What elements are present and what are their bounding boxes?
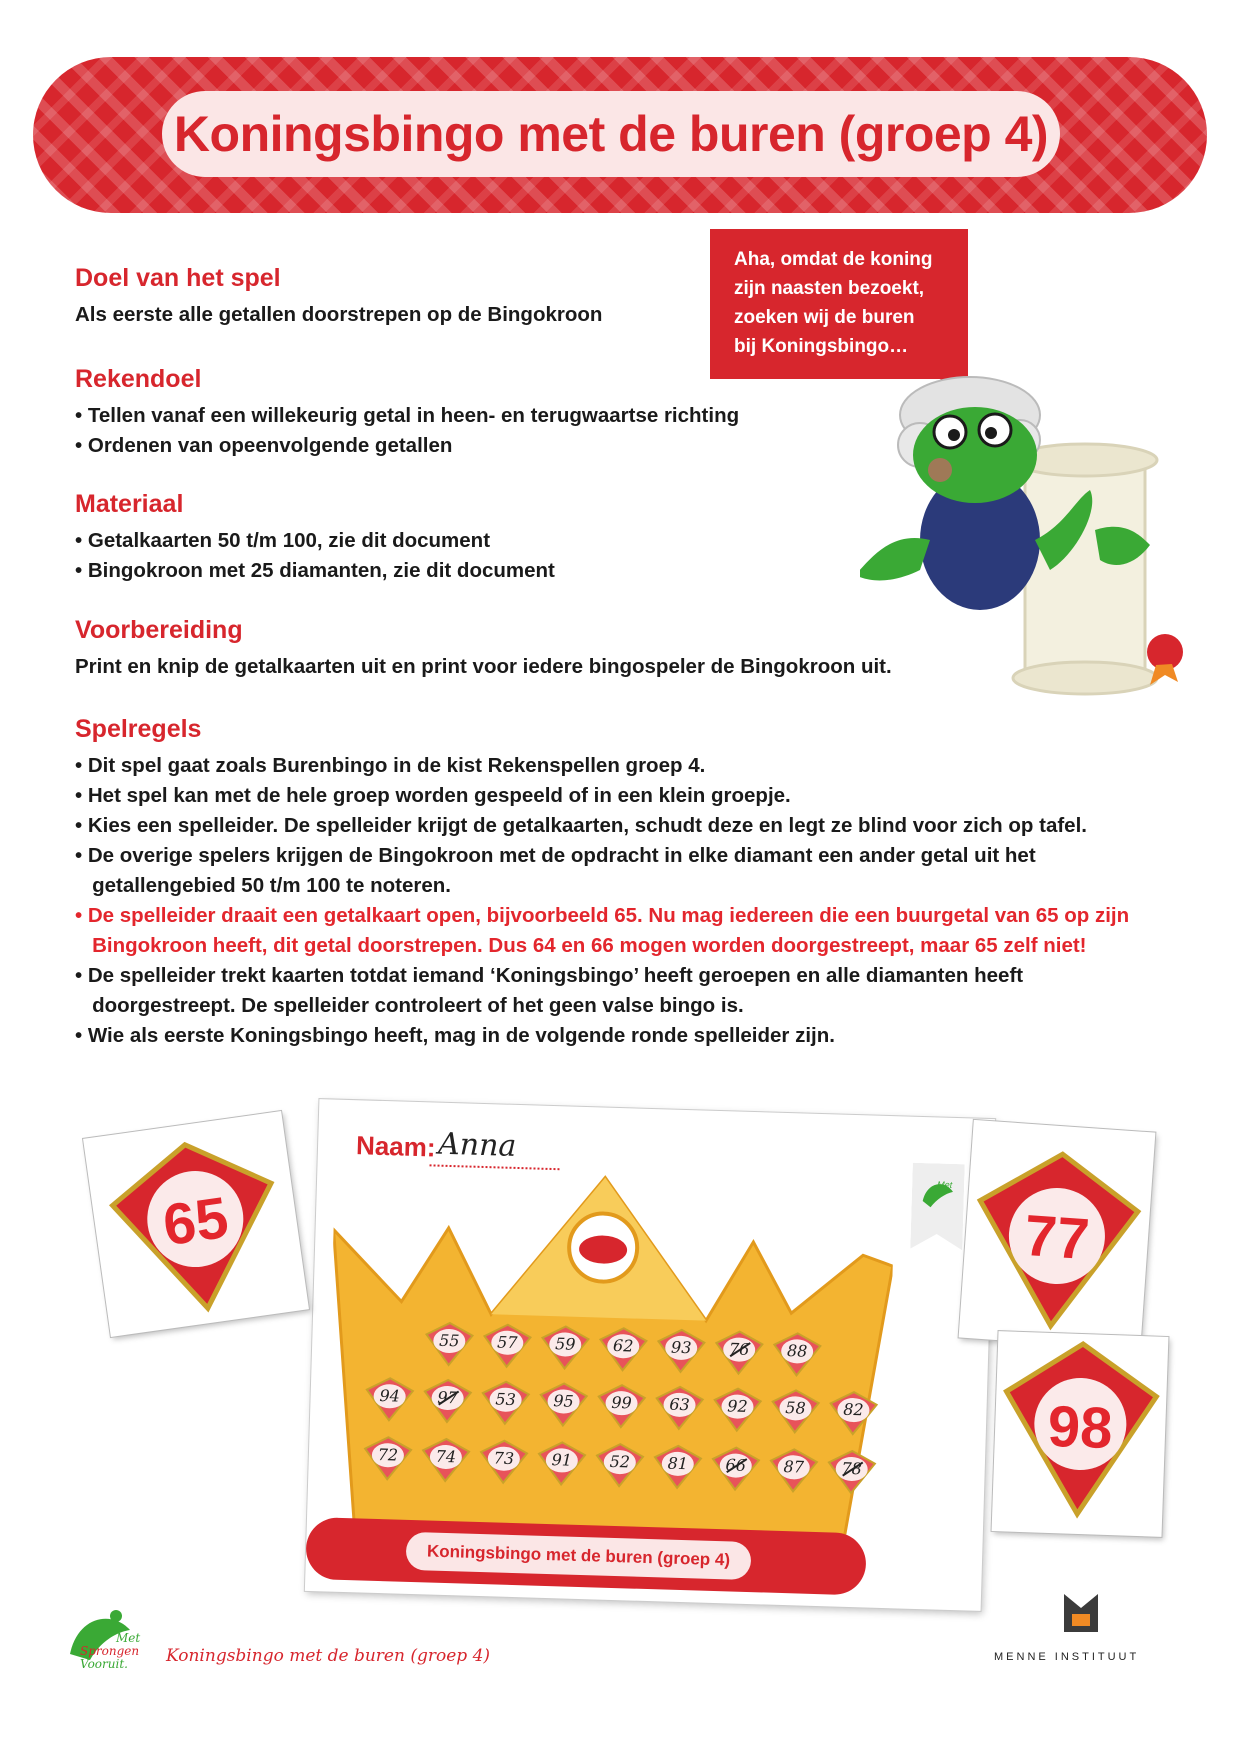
menne-logo-icon [1064, 1594, 1098, 1632]
bingo-diamond [538, 1381, 589, 1428]
bingo-diamond [480, 1379, 531, 1426]
voorbereiding-text: Print en knip de getalkaarten uit en print voor iedere bingospeler de Bingokroon uit. [75, 655, 892, 678]
number-card-value: 98 [1046, 1393, 1114, 1462]
bingo-diamond [768, 1447, 819, 1494]
footer-title: Koningsbingo met de buren (groep 4) [166, 1646, 491, 1666]
bingo-diamond [362, 1435, 413, 1482]
bingo-diamond [655, 1327, 706, 1374]
title-pill [162, 91, 1060, 177]
name-value: Anna [437, 1126, 517, 1164]
bingokroon-sheet [305, 1099, 995, 1611]
bingo-diamond-number: 97 [437, 1387, 459, 1408]
bingo-diamond [420, 1436, 471, 1483]
bingo-diamond [828, 1389, 879, 1436]
bingo-diamond [710, 1445, 761, 1492]
bingo-diamond-number: 92 [727, 1396, 748, 1416]
bingo-diamond [482, 1322, 533, 1369]
card-banner-pill [406, 1532, 752, 1580]
bingo-diamond-number: 59 [554, 1334, 576, 1354]
number-card [83, 1111, 309, 1337]
footer-logo-line: Met [116, 1631, 141, 1645]
rekendoel-item: • Tellen vanaf een willekeurig getal in heen- en terugwaartse richting [75, 404, 740, 427]
spelregel-line: • Het spel kan met de hele groep worden gespeeld of in een klein groepje. [75, 784, 791, 807]
bingo-diamond [478, 1438, 529, 1485]
bingo-diamond [652, 1443, 703, 1490]
svg-text:Met: Met [937, 1179, 953, 1190]
bingo-diamond [594, 1441, 645, 1488]
heading-materiaal: Materiaal [75, 490, 184, 518]
speech-line: zijn naasten bezoekt, [734, 278, 925, 299]
bingo-diamond [422, 1377, 473, 1424]
bingo-diamond-number: 95 [553, 1391, 575, 1411]
bingo-diamond-number: 66 [725, 1455, 747, 1475]
heading-rekendoel: Rekendoel [75, 365, 202, 393]
bingo-diamond-number: 88 [786, 1341, 808, 1361]
bingo-diamond [540, 1324, 591, 1371]
bingo-diamond [596, 1382, 647, 1429]
number-card-value: 77 [1022, 1202, 1092, 1273]
heading-spelregels: Spelregels [75, 715, 202, 743]
number-card [992, 1331, 1169, 1537]
bingo-diamond [771, 1331, 822, 1378]
spelregel-line: • De spelleider trekt kaarten totdat iemand ‘Koningsbingo’ heeft geroepen en alle diamanten heeft [75, 964, 1024, 987]
bingo-diamond-number: 73 [493, 1448, 515, 1469]
bingo-diamond [654, 1384, 705, 1431]
bingo-diamond-number: 93 [670, 1337, 692, 1358]
spelregel-line: • Dit spel gaat zoals Burenbingo in de kist Rekenspellen groep 4. [75, 754, 706, 777]
bingo-diamond-number: 99 [611, 1392, 633, 1413]
heading-voorbereiding: Voorbereiding [75, 616, 243, 644]
spelregel-line: • Kies een spelleider. De spelleider krijgt de getalkaarten, schudt deze en legt ze blind voor zich op tafel. [75, 814, 1087, 837]
spelregel-line: getallengebied 50 t/m 100 te noteren. [75, 874, 451, 897]
bingo-diamond-number: 91 [551, 1450, 573, 1470]
bingo-diamond-number: 74 [435, 1446, 457, 1467]
spelregel-line-highlight: • De spelleider draait een getalkaart open, bijvoorbeeld 65. Nu mag iedereen die een buurgetal van 65 op zijn [75, 904, 1130, 927]
spelregel-line: doorgestreept. De spelleider controleert of het geen valse bingo is. [75, 994, 744, 1017]
bingo-diamond-number: 58 [785, 1398, 806, 1418]
footer-logo-line: Sprongen [80, 1644, 140, 1658]
scroll-icon [1013, 444, 1183, 694]
bingo-diamond [597, 1325, 648, 1372]
footer-logo-line: Vooruit. [80, 1657, 128, 1671]
rekendoel-item: • Ordenen van opeenvolgende getallen [75, 434, 453, 457]
bingo-diamond-number: 82 [843, 1399, 864, 1420]
materiaal-item: • Bingokroon met 25 diamanten, zie dit document [75, 559, 555, 582]
bingo-diamond-number: 63 [669, 1394, 690, 1415]
spelregel-line: • Wie als eerste Koningsbingo heeft, mag in de volgende ronde spelleider zijn. [75, 1024, 835, 1047]
doel-text: Als eerste alle getallen doorstrepen op de Bingokroon [75, 303, 603, 326]
bingo-diamond [424, 1320, 475, 1367]
bingo-diamond [713, 1329, 764, 1376]
card-banner-title: Koningsbingo met de buren (groep 4) [426, 1541, 731, 1570]
bingo-diamond-number: 53 [495, 1389, 517, 1410]
speech-line: bij Koningsbingo… [734, 336, 909, 357]
footer-logo-text [80, 1632, 140, 1671]
bingo-diamond-number: 72 [377, 1444, 399, 1465]
bingo-diamond-number: 57 [496, 1332, 518, 1353]
spelregel-line: • De overige spelers krijgen de Bingokroon met de opdracht in elke diamant een ander getal uit het [75, 844, 1036, 867]
bingo-diamond-number: 52 [609, 1451, 631, 1472]
bingo-diamond-number: 87 [783, 1457, 805, 1477]
speech-line: zoeken wij de buren [734, 307, 915, 328]
bingo-diamond-number: 94 [379, 1385, 401, 1406]
number-card [959, 1120, 1156, 1350]
bingo-diamond-number: 55 [438, 1330, 460, 1351]
frog-mascot-illustration [860, 360, 1210, 710]
bingo-diamond-number: 78 [841, 1458, 863, 1479]
speech-bubble [710, 229, 968, 379]
heading-doel: Doel van het spel [75, 264, 281, 292]
bingo-diamond-number: 62 [612, 1335, 634, 1356]
page-title: Koningsbingo met de buren (groep 4) [173, 106, 1049, 162]
bingo-diamond [826, 1448, 877, 1495]
bingo-diamond [364, 1376, 415, 1423]
bingo-diamond-number: 76 [728, 1339, 750, 1359]
bingo-diamond-number: 81 [667, 1453, 689, 1474]
speech-line: Aha, omdat de koning [734, 249, 933, 270]
number-card-value: 65 [159, 1184, 233, 1259]
publisher-name: MENNE INSTITUUT [994, 1651, 1140, 1663]
name-label: Naam: [355, 1130, 436, 1163]
spelregel-line-highlight: Bingokroon heeft, dit getal doorstrepen. Dus 64 en 66 mogen worden doorgestreept, maar 65 zelf niet! [75, 934, 1087, 957]
frog-logo-icon [914, 1171, 961, 1216]
bingo-diamond [712, 1386, 763, 1433]
bingo-diamond [770, 1388, 821, 1435]
bingo-diamond [536, 1440, 587, 1487]
materiaal-item: • Getalkaarten 50 t/m 100, zie dit document [75, 529, 491, 552]
